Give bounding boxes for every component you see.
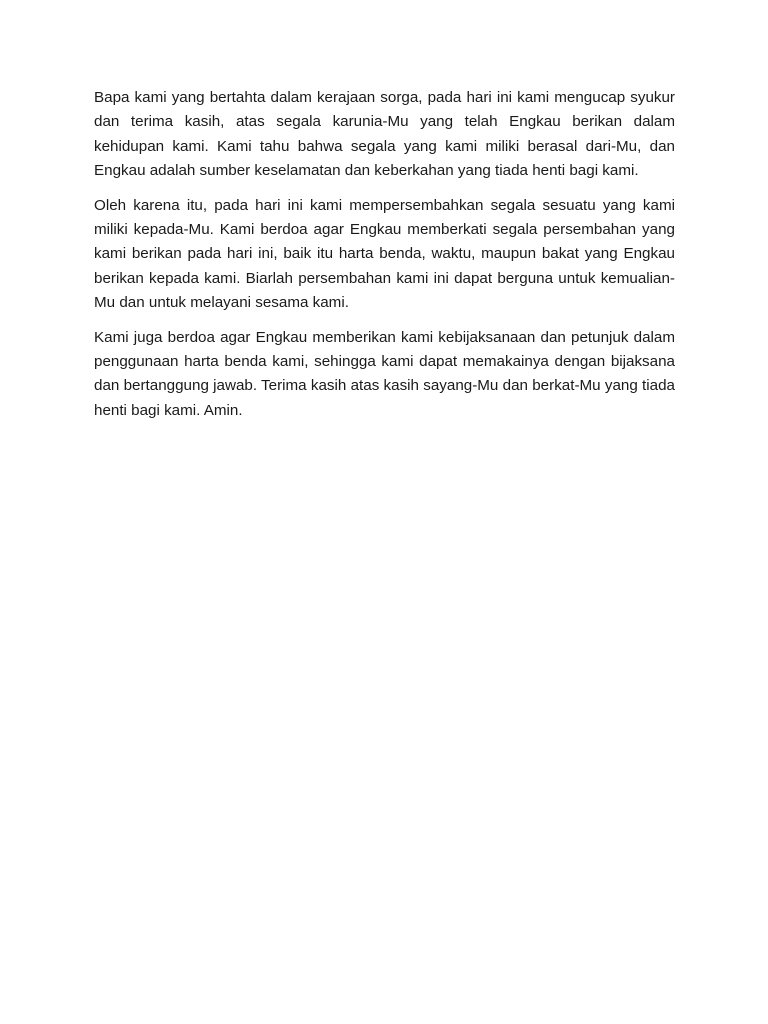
paragraph-offering: Oleh karena itu, pada hari ini kami mempersembahkan segala sesuatu yang kami miliki kepada-Mu. Kami berdoa agar Engkau memberkati segala persembahan yang kami berikan pada hari ini, baik itu harta benda, waktu, maupun bakat yang Engkau berikan kepada kami. Biarlah persembahan kami ini dapat berguna untuk kemualian-Mu dan untuk melayani sesama kami. <box>94 196 675 312</box>
prayer-text-body <box>94 86 675 433</box>
paragraph-thanksgiving: Bapa kami yang bertahta dalam kerajaan sorga, pada hari ini kami mengucap syukur dan terima kasih, atas segala karunia-Mu yang telah Engkau berikan dalam kehidupan kami. Kami tahu bahwa segala yang kami miliki berasal dari-Mu, dan Engkau adalah sumber keselamatan dan keberkahan yang tiada henti bagi kami. <box>94 89 675 180</box>
paragraph-wisdom-request: Kami juga berdoa agar Engkau memberikan kami kebijaksanaan dan petunjuk dalam penggunaan harta benda kami, sehingga kami dapat memakainya dengan bijaksana dan bertanggung jawab. Terima kasih atas kasih sayang-Mu dan berkat-Mu yang tiada henti bagi kami. Amin. <box>94 328 675 419</box>
